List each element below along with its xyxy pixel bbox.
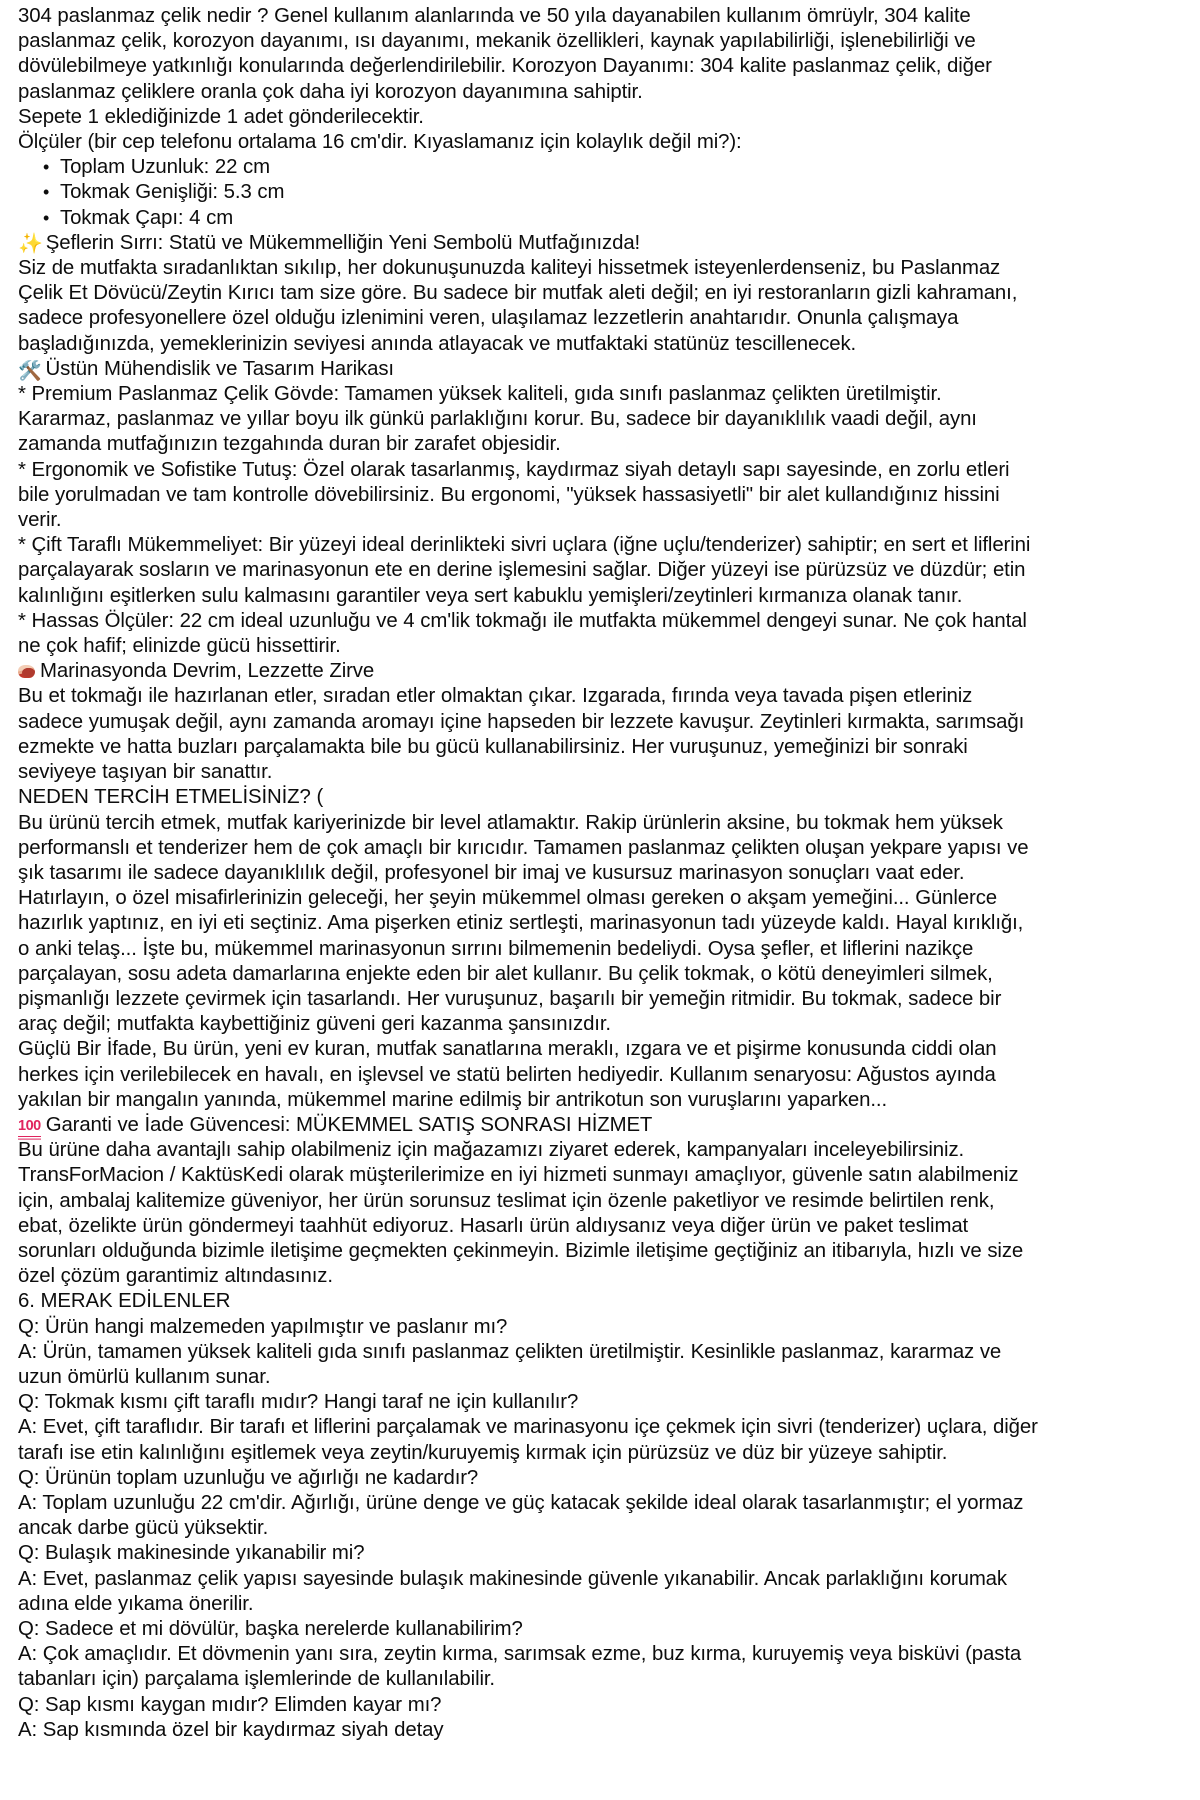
engineering-feature: * Premium Paslanmaz Çelik Gövde: Tamamen yüksek kaliteli, gıda sınıfı paslanmaz çelikten üretilmiştir. Kararmaz, paslanmaz ve yıllar boyu ilk günkü parlaklığını korur. Bu, sadece bir dayanıklılık vaadi değil, aynı zamanda mutfağınızın tezgahında duran bir zarafet objesidir. — [18, 383, 977, 456]
intro-paragraph-2: Sepete 1 eklediğinizde 1 adet gönderilecektir. — [18, 105, 424, 128]
chefs-secret-heading — [18, 231, 1040, 256]
faq-question: Q: Ürün hangi malzemeden yapılmıştır ve paslanır mı? — [18, 1315, 508, 1338]
intro-paragraph-1: 304 paslanmaz çelik nedir ? Genel kullanım alanlarında ve 50 yıla dayanabilen kullanım ömrüylr, 304 kalite paslanmaz çelik, korozyon dayanımı, ısı dayanımı, mekanik özellikleri, kaynak yapılabilirliği, işlenebilirliği ve dövülebilmeye yatkınlığı konularında değerlendirilebilir. Korozyon Dayanımı: 304 kalite paslanmaz çelik, diğer paslanmaz çeliklere oranla çok daha iyi korozyon dayanımına sahiptir. — [18, 5, 992, 103]
faq-answer: A: Sap kısmında özel bir kaydırmaz siyah detay — [18, 1718, 444, 1741]
cut-of-meat-icon — [18, 665, 35, 678]
faq-question: Q: Bulaşık makinesinde yıkanabilir mi? — [18, 1542, 365, 1565]
why-choose-paragraph-3: Güçlü Bir İfade, Bu ürün, yeni ev kuran, mutfak sanatlarına meraklı, ızgara ve et pişirme konusunda ciddi olan herkes için verilebilecek en havalı, en işlevsel ve statü belirten hediyedir. Kullanım senaryosu: Ağustos ayında yakılan bir mangalın yanında, mükemmel marine edilmiş bir antrikotun son vuruşlarını yaparken... — [18, 1038, 997, 1111]
why-choose-paragraph-1: Bu ürünü tercih etmek, mutfak kariyerinizde bir level atlamaktır. Rakip ürünlerin aksine, bu tokmak hem yüksek performanslı et tenderizer hem de çok amaçlı bir kırıcıdır. Tamamen paslanmaz çelikten oluşan yekpare yapısı ve şık tasarımı ile sadece dayanıklılık değil, profesyonel bir imaj ve kusursuz marinasyon sonuçları vaat eder. — [18, 811, 1029, 884]
faq-answer: A: Ürün, tamamen yüksek kaliteli gıda sınıfı paslanmaz çelikten üretilmiştir. Kesinlikle paslanmaz, kararmaz ve uzun ömürlü kullanım sunar. — [18, 1340, 1002, 1388]
faq-answer: A: Toplam uzunluğu 22 cm'dir. Ağırlığı, ürüne denge ve güç katacak şekilde ideal olarak tasarlanmıştır; el yormaz ancak darbe gücü yüksektir. — [18, 1491, 1024, 1540]
faq-question: Q: Ürünün toplam uzunluğu ve ağırlığı ne kadardır? — [18, 1466, 479, 1489]
list-item: • Toplam Uzunluk: 22 cm — [60, 155, 1040, 180]
engineering-heading — [18, 357, 1040, 382]
faq-answer: A: Çok amaçlıdır. Et dövmenin yanı sıra, zeytin kırma, sarımsak ezme, buz kırma, kuruyemiş veya bisküvi (pasta tabanları için) parçalama işlemlerinde de kullanılabilir. — [18, 1643, 1022, 1691]
dimensions-intro: Ölçüler (bir cep telefonu ortalama 16 cm'dir. Kıyaslamanız için kolaylık değil mi?): — [18, 131, 742, 154]
marination-heading — [18, 659, 1040, 684]
marination-heading-text: Marinasyonda Devrim, Lezzette Zirve — [40, 660, 375, 683]
guarantee-heading-text: Garanti ve İade Güvencesi: MÜKEMMEL SATIŞ SONRASI HİZMET — [45, 1113, 653, 1136]
hundred-points-icon: 100 — [18, 1117, 41, 1134]
chefs-secret-heading-text: Şeflerin Sırrı: Statü ve Mükemmelliğin Yeni Sembolü Mutfağınızda! — [45, 231, 641, 254]
document-body — [18, 4, 1040, 1743]
faq-question: Q: Tokmak kısmı çift taraflı mıdır? Hangi taraf ne için kullanılır? — [18, 1391, 579, 1414]
engineering-feature: * Çift Taraflı Mükemmeliyet: Bir yüzeyi ideal derinlikteki sivri uçlara (iğne uçlu/tenderizer) sahiptir; en sert et liflerini parçalayarak sosların ve marinasyonun ete en derine işlemesini sağlar. Diğer yüzeyi ise pürüzsüz ve düzdür; etin kalınlığını eşitlerken sulu kalmasını garantiler veya sert kabuklu yemişleri/zeytinleri kırmanıza olanak tanır. — [18, 534, 1031, 607]
faq-question: Q: Sadece et mi dövülür, başka nerelerde kullanabilirim? — [18, 1618, 523, 1640]
list-item: • Tokmak Çapı: 4 cm — [60, 206, 1040, 231]
why-choose-paragraph-2: Hatırlayın, o özel misafirlerinizin geleceği, her şeyin mükemmel olması gereken o akşam yemeğini... Günlerce hazırlık yaptınız, en iyi eti seçtiniz. Ama pişerken etiniz sertleşti, marinasyonun tadı yüzeyde kaldı. Hayal kırıklığı, o anki telaş... İşte bu, mükemmel marinasyonun sırrını bilmemenin bedeliydi. Oysa şefler, et liflerini nazikçe parçalayan, sosu adeta damarlarına enjekte eden bir alet kullanır. Bu çelik tokmak, o kötü deneyimleri silmek, pişmanlığı lezzete çevirmek için tasarlandı. Her vuruşunuz, başarılı bir yemeğin ritmidir. Bu tokmak, sadece bir araç değil; mutfakta kaybettiğiniz güveni geri kazanma şansınızdır. — [18, 887, 1024, 1036]
engineering-heading-text: Üstün Mühendislik ve Tasarım Harikası — [45, 357, 394, 380]
engineering-feature: * Hassas Ölçüler: 22 cm ideal uzunluğu ve 4 cm'lik tokmağı ile mutfakta mükemmel dengeyi sunar. Ne çok hantal ne çok hafif; elinizde gücü hissettirir. — [18, 609, 1027, 658]
list-item: • Tokmak Genişliği: 5.3 cm — [60, 180, 1040, 205]
marination-body: Bu et tokmağı ile hazırlanan etler, sıradan etler olmaktan çıkar. Izgarada, fırında veya tavada pişen etleriniz sadece yumuşak değil, aynı zamanda aromayı içine hapseden bir lezzete kavuşur. Zeytinleri kırmakta, sarımsağı ezmekte ve hatta buzları parçalamakta bile bu gücü kullanabilirsiniz. Her vuruşunuz, yemeğinizi bir sonraki seviyeye taşıyan bir sanattır. — [18, 685, 1025, 784]
hammer-and-wrench-icon: 🛠️ — [18, 360, 42, 382]
faq-answer: A: Evet, çift taraflıdır. Bir tarafı et liflerini parçalamak ve marinasyonu içe çekmek için sivri (tenderizer) uçlara, diğer tarafı ise etin kalınlığını eşitlemek veya zeytin/kuruyemiş kırmak için pürüzsüz ve düz bir yüzeye sahiptir. — [18, 1416, 1038, 1464]
guarantee-heading — [18, 1113, 1040, 1138]
dimensions-list — [18, 155, 1040, 231]
guarantee-body: Bu ürüne daha avantajlı sahip olabilmeniz için mağazamızı ziyaret ederek, kampanyaları inceleyebilirsiniz. TransForMacion / KaktüsKedi olarak müşterilerimize en iyi hizmeti sunmayı amaçlıyor, güvenle satın alabilmeniz için, ambalaj kalitemize güveniyor, her ürün sorunsuz teslimat için özenle paketliyor ve resimde belirtilen renk, ebat, özelikte ürün göndermeyi taahhüt ediyoruz. Hasarlı ürün aldıysanız veya diğer ürün ve paket teslimat sorunları olduğunda bizimle iletişime geçmekten çekinmeyin. Bizimle iletişime geçtiğiniz an itibarıyla, hızlı ve size özel çözüm garantimiz altındasınız. — [18, 1139, 1024, 1288]
why-choose-heading: NEDEN TERCİH ETMELİSİNİZ? ( — [18, 786, 324, 809]
sparkles-icon: ✨ — [18, 232, 43, 255]
faq-question: Q: Sap kısmı kaygan mıdır? Elimden kayar mı? — [18, 1693, 442, 1716]
engineering-feature: * Ergonomik ve Sofistike Tutuş: Özel olarak tasarlanmış, kaydırmaz siyah detaylı sapı sayesinde, en zorlu etleri bile yorulmadan ve tam kontrolle dövebilirsiniz. Bu ergonomi, "yüksek hassasiyetli" bir alet kullandığınız hissini verir. — [18, 458, 1010, 532]
chefs-secret-body: Siz de mutfakta sıradanlıktan sıkılıp, her dokunuşunuzda kaliteyi hissetmek isteyenlerdenseniz, bu Paslanmaz Çelik Et Dövücü/Zeytin Kırıcı tam size göre. Bu sadece bir mutfak aleti değil; en iyi restoranların gizli kahramanı, sadece profesyonellere özel olduğu izlenimini veren, ulaşılamaz lezzetlerin anahtarıdır. Onunla çalışmaya başladığınızda, yemeklerinizin seviyesi anında atlayacak ve mutfaktaki statünüz tescillenecek. — [18, 257, 1018, 355]
faq-answer: A: Evet, paslanmaz çelik yapısı sayesinde bulaşık makinesinde güvenle yıkanabilir. Ancak parlaklığını korumak adına elde yıkama önerilir. — [18, 1567, 1007, 1615]
faq-heading: 6. MERAK EDİLENLER — [18, 1290, 231, 1313]
